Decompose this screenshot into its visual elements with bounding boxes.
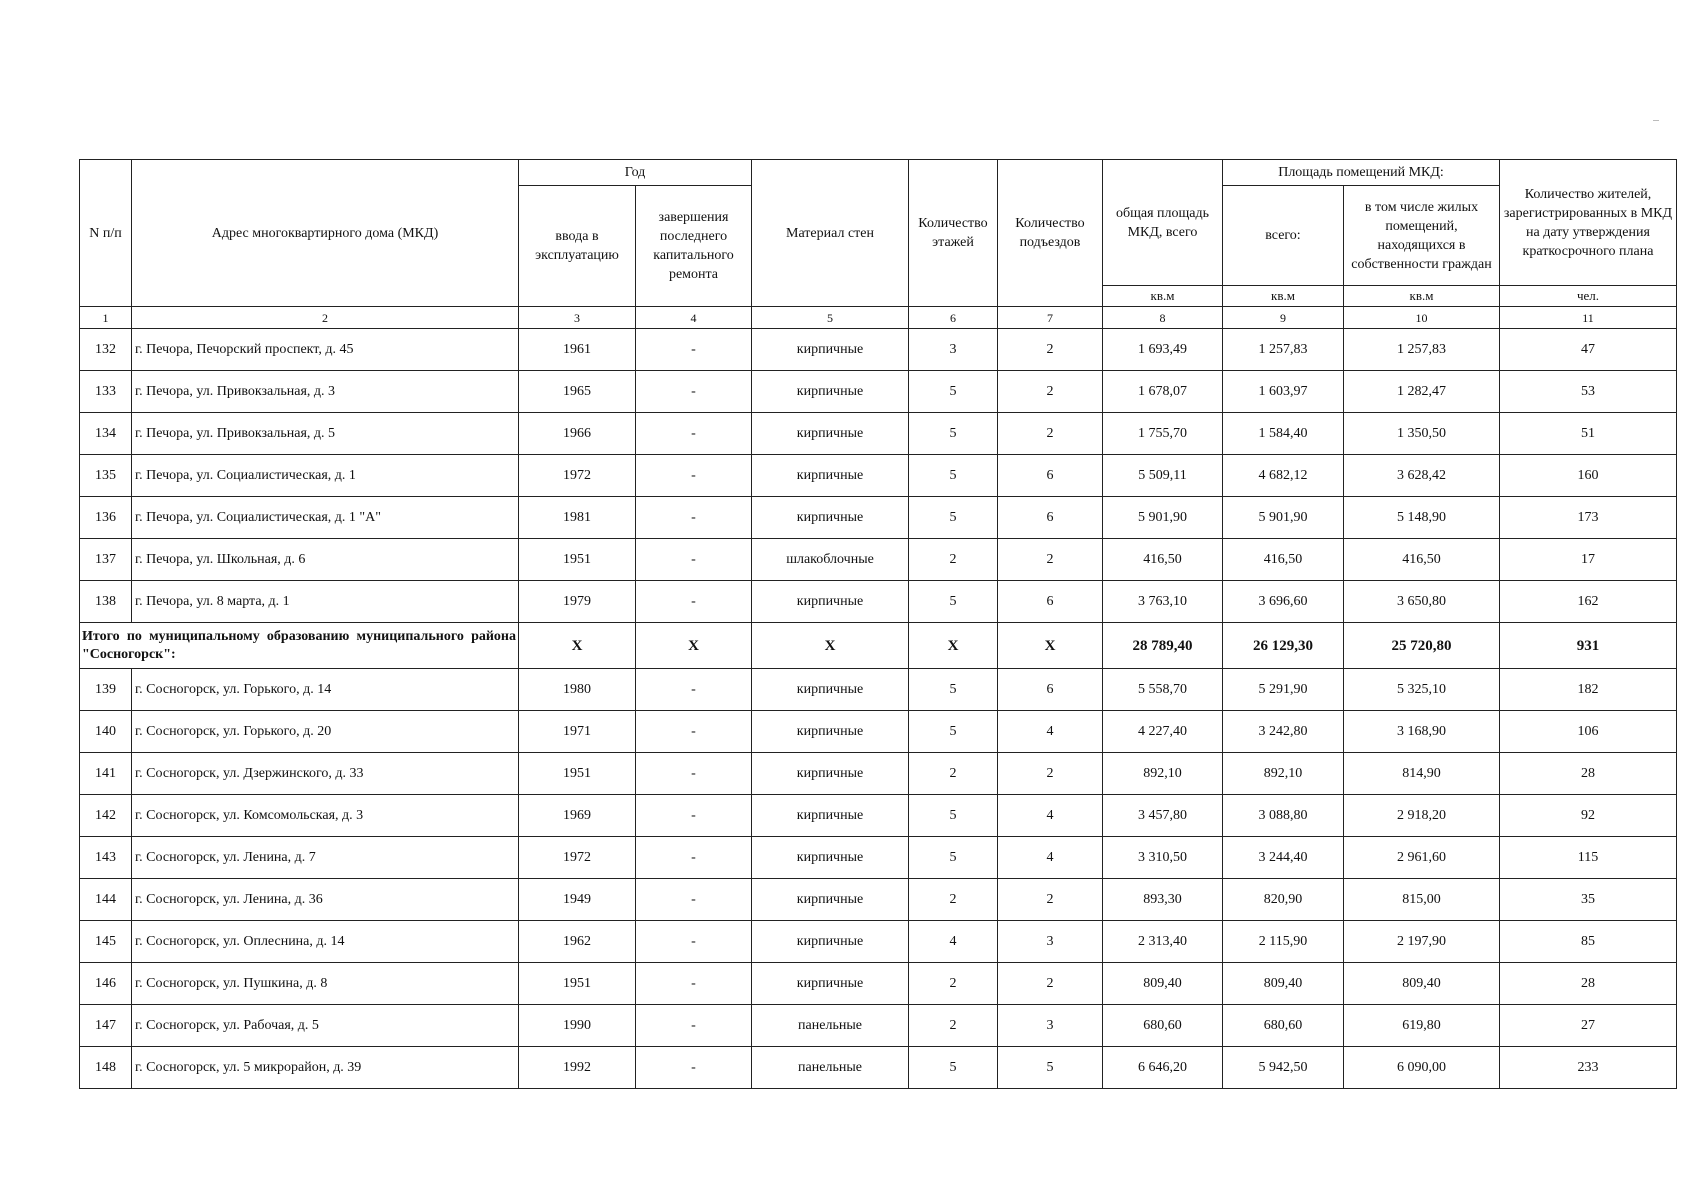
cell-residents: 85 <box>1500 921 1677 963</box>
cell-premises-private: 3 628,42 <box>1344 455 1500 497</box>
cell-address: г. Сосногорск, ул. Горького, д. 20 <box>132 711 519 753</box>
cell-number: 143 <box>80 837 132 879</box>
cell-year: 1966 <box>519 413 636 455</box>
cell-area-total: 6 646,20 <box>1103 1047 1223 1089</box>
cell-residents: 51 <box>1500 413 1677 455</box>
cell-year: 1981 <box>519 497 636 539</box>
cell-year: 1969 <box>519 795 636 837</box>
table-row <box>80 669 1677 711</box>
table-row <box>80 581 1677 623</box>
cell-repair-year: - <box>636 1005 752 1047</box>
cell-wall-material: кирпичные <box>752 795 909 837</box>
cell-floors: 2 <box>909 963 998 1005</box>
table-body-sosnogorsk <box>80 669 1677 1089</box>
cell-year: 1949 <box>519 879 636 921</box>
cell-residents: 115 <box>1500 837 1677 879</box>
cell-number: 137 <box>80 539 132 581</box>
cell-repair-year: - <box>636 879 752 921</box>
cell-floors: 2 <box>909 753 998 795</box>
column-number: 3 <box>519 307 636 329</box>
cell-premises-total: 1 257,83 <box>1223 329 1344 371</box>
cell-repair-year: - <box>636 455 752 497</box>
cell-number: 141 <box>80 753 132 795</box>
cell-repair-year: - <box>636 921 752 963</box>
cell-premises-total: 680,60 <box>1223 1005 1344 1047</box>
table-row <box>80 497 1677 539</box>
cell-wall-material: кирпичные <box>752 711 909 753</box>
cell-floors: 5 <box>909 711 998 753</box>
cell-entrances: 4 <box>998 795 1103 837</box>
cell-floors: 5 <box>909 1047 998 1089</box>
unit-premises-total: кв.м <box>1223 286 1344 307</box>
cell-premises-total: 1 584,40 <box>1223 413 1344 455</box>
cell-address: г. Сосногорск, ул. 5 микрорайон, д. 39 <box>132 1047 519 1089</box>
cell-wall-material: панельные <box>752 1047 909 1089</box>
header-year-group: Год <box>519 160 752 186</box>
cell-repair-year: - <box>636 329 752 371</box>
cell-residents: 233 <box>1500 1047 1677 1089</box>
cell-premises-private: 809,40 <box>1344 963 1500 1005</box>
cell-residents: 182 <box>1500 669 1677 711</box>
cell-repair-year: - <box>636 963 752 1005</box>
cell-residents: 28 <box>1500 963 1677 1005</box>
cell-repair-year: - <box>636 837 752 879</box>
header-premises-private: в том числе жилых помещений, находящихся в собственности граждан <box>1344 186 1500 286</box>
table-row <box>80 921 1677 963</box>
cell-residents: 17 <box>1500 539 1677 581</box>
table-row <box>80 329 1677 371</box>
cell-premises-private: 3 650,80 <box>1344 581 1500 623</box>
cell-address: г. Печора, ул. Привокзальная, д. 3 <box>132 371 519 413</box>
cell-year: 1965 <box>519 371 636 413</box>
table-row <box>80 413 1677 455</box>
cell-premises-total: 809,40 <box>1223 963 1344 1005</box>
cell-premises-private: 1 350,50 <box>1344 413 1500 455</box>
total-area: 28 789,40 <box>1103 623 1223 669</box>
cell-premises-total: 3 244,40 <box>1223 837 1344 879</box>
cell-repair-year: - <box>636 497 752 539</box>
cell-premises-private: 6 090,00 <box>1344 1047 1500 1089</box>
column-number: 10 <box>1344 307 1500 329</box>
unit-residents: чел. <box>1500 286 1677 307</box>
table-row <box>80 753 1677 795</box>
cell-repair-year: - <box>636 711 752 753</box>
total-private: 25 720,80 <box>1344 623 1500 669</box>
cell-address: г. Печора, ул. Социалистическая, д. 1 <box>132 455 519 497</box>
column-number: 5 <box>752 307 909 329</box>
cell-year: 1980 <box>519 669 636 711</box>
cell-entrances: 3 <box>998 921 1103 963</box>
cell-address: г. Печора, Печорский проспект, д. 45 <box>132 329 519 371</box>
header-premises-total: всего: <box>1223 186 1344 286</box>
cell-premises-private: 619,80 <box>1344 1005 1500 1047</box>
cell-entrances: 6 <box>998 455 1103 497</box>
cell-area-total: 1 678,07 <box>1103 371 1223 413</box>
header-residents: Количество жителей, зарегистрированных в МКД на дату утверждения краткосрочного плана <box>1500 160 1677 286</box>
table-row <box>80 455 1677 497</box>
header-floors: Количество этажей <box>909 160 998 307</box>
cell-wall-material: кирпичные <box>752 455 909 497</box>
cell-area-total: 809,40 <box>1103 963 1223 1005</box>
cell-number: 144 <box>80 879 132 921</box>
unit-premises-private: кв.м <box>1344 286 1500 307</box>
cell-address: г. Сосногорск, ул. Ленина, д. 36 <box>132 879 519 921</box>
cell-residents: 35 <box>1500 879 1677 921</box>
cell-floors: 3 <box>909 329 998 371</box>
table-row <box>80 711 1677 753</box>
cell-address: г. Сосногорск, ул. Дзержинского, д. 33 <box>132 753 519 795</box>
cell-floors: 5 <box>909 455 998 497</box>
cell-wall-material: кирпичные <box>752 837 909 879</box>
cell-entrances: 6 <box>998 581 1103 623</box>
cell-number: 145 <box>80 921 132 963</box>
cell-entrances: 6 <box>998 669 1103 711</box>
cell-entrances: 2 <box>998 879 1103 921</box>
cell-number: 132 <box>80 329 132 371</box>
cell-floors: 4 <box>909 921 998 963</box>
table-row <box>80 837 1677 879</box>
cell-area-total: 1 755,70 <box>1103 413 1223 455</box>
cell-floors: 5 <box>909 371 998 413</box>
header-entrances: Количество подъездов <box>998 160 1103 307</box>
cell-area-total: 3 457,80 <box>1103 795 1223 837</box>
cell-floors: 5 <box>909 581 998 623</box>
header-address: Адрес многоквартирного дома (МКД) <box>132 160 519 307</box>
cell-residents: 53 <box>1500 371 1677 413</box>
cell-number: 146 <box>80 963 132 1005</box>
cell-area-total: 3 763,10 <box>1103 581 1223 623</box>
cell-address: г. Печора, ул. 8 марта, д. 1 <box>132 581 519 623</box>
cell-premises-total: 3 242,80 <box>1223 711 1344 753</box>
cell-residents: 106 <box>1500 711 1677 753</box>
table-row <box>80 371 1677 413</box>
cell-year: 1972 <box>519 837 636 879</box>
total-premises: 26 129,30 <box>1223 623 1344 669</box>
cell-premises-private: 5 325,10 <box>1344 669 1500 711</box>
cell-residents: 162 <box>1500 581 1677 623</box>
column-number: 4 <box>636 307 752 329</box>
cell-area-total: 5 901,90 <box>1103 497 1223 539</box>
cell-wall-material: шлакоблочные <box>752 539 909 581</box>
cell-premises-private: 2 961,60 <box>1344 837 1500 879</box>
cell-entrances: 5 <box>998 1047 1103 1089</box>
cell-wall-material: кирпичные <box>752 413 909 455</box>
cell-address: г. Печора, ул. Школьная, д. 6 <box>132 539 519 581</box>
cell-wall-material: кирпичные <box>752 879 909 921</box>
cell-residents: 28 <box>1500 753 1677 795</box>
cell-area-total: 1 693,49 <box>1103 329 1223 371</box>
cell-repair-year: - <box>636 753 752 795</box>
header-premises-group: Площадь помещений МКД: <box>1223 160 1500 186</box>
cell-entrances: 4 <box>998 837 1103 879</box>
column-number: 8 <box>1103 307 1223 329</box>
cell-residents: 27 <box>1500 1005 1677 1047</box>
cell-premises-private: 814,90 <box>1344 753 1500 795</box>
cell-number: 136 <box>80 497 132 539</box>
cell-floors: 2 <box>909 539 998 581</box>
total-entrances: X <box>998 623 1103 669</box>
cell-wall-material: кирпичные <box>752 329 909 371</box>
cell-repair-year: - <box>636 1047 752 1089</box>
table-row <box>80 539 1677 581</box>
cell-number: 147 <box>80 1005 132 1047</box>
cell-floors: 5 <box>909 837 998 879</box>
cell-premises-total: 4 682,12 <box>1223 455 1344 497</box>
cell-floors: 2 <box>909 879 998 921</box>
cell-premises-total: 820,90 <box>1223 879 1344 921</box>
cell-address: г. Сосногорск, ул. Горького, д. 14 <box>132 669 519 711</box>
header-npp: N п/п <box>80 160 132 307</box>
total-residents: 931 <box>1500 623 1677 669</box>
cell-wall-material: кирпичные <box>752 371 909 413</box>
cell-repair-year: - <box>636 539 752 581</box>
cell-year: 1979 <box>519 581 636 623</box>
cell-address: г. Сосногорск, ул. Пушкина, д. 8 <box>132 963 519 1005</box>
cell-area-total: 892,10 <box>1103 753 1223 795</box>
cell-area-total: 4 227,40 <box>1103 711 1223 753</box>
cell-entrances: 2 <box>998 329 1103 371</box>
cell-repair-year: - <box>636 581 752 623</box>
header-year-start: ввода в эксплуатацию <box>519 186 636 307</box>
cell-wall-material: кирпичные <box>752 497 909 539</box>
total-label: Итого по муниципальному образованию муниципального района "Сосногорск": <box>80 623 519 669</box>
cell-premises-total: 892,10 <box>1223 753 1344 795</box>
cell-area-total: 5 509,11 <box>1103 455 1223 497</box>
housing-table <box>79 159 1677 1089</box>
cell-entrances: 3 <box>998 1005 1103 1047</box>
cell-year: 1972 <box>519 455 636 497</box>
column-number-row <box>80 307 1677 329</box>
table-row <box>80 963 1677 1005</box>
cell-number: 140 <box>80 711 132 753</box>
cell-entrances: 2 <box>998 539 1103 581</box>
cell-year: 1971 <box>519 711 636 753</box>
cell-residents: 173 <box>1500 497 1677 539</box>
cell-address: г. Сосногорск, ул. Рабочая, д. 5 <box>132 1005 519 1047</box>
scan-speck <box>1653 120 1659 121</box>
cell-premises-total: 3 088,80 <box>1223 795 1344 837</box>
cell-address: г. Сосногорск, ул. Ленина, д. 7 <box>132 837 519 879</box>
cell-number: 148 <box>80 1047 132 1089</box>
cell-premises-total: 3 696,60 <box>1223 581 1344 623</box>
cell-address: г. Сосногорск, ул. Комсомольская, д. 3 <box>132 795 519 837</box>
cell-floors: 2 <box>909 1005 998 1047</box>
cell-residents: 160 <box>1500 455 1677 497</box>
cell-entrances: 2 <box>998 753 1103 795</box>
housing-table-page <box>79 159 1676 1089</box>
cell-number: 142 <box>80 795 132 837</box>
cell-premises-total: 416,50 <box>1223 539 1344 581</box>
cell-year: 1992 <box>519 1047 636 1089</box>
cell-floors: 5 <box>909 795 998 837</box>
cell-number: 133 <box>80 371 132 413</box>
cell-area-total: 893,30 <box>1103 879 1223 921</box>
cell-premises-private: 2 197,90 <box>1344 921 1500 963</box>
cell-year: 1961 <box>519 329 636 371</box>
total-repair: X <box>636 623 752 669</box>
unit-area-total: кв.м <box>1103 286 1223 307</box>
cell-wall-material: кирпичные <box>752 753 909 795</box>
cell-address: г. Печора, ул. Социалистическая, д. 1 "А" <box>132 497 519 539</box>
cell-entrances: 2 <box>998 371 1103 413</box>
cell-wall-material: панельные <box>752 1005 909 1047</box>
cell-residents: 92 <box>1500 795 1677 837</box>
cell-floors: 5 <box>909 413 998 455</box>
table-row <box>80 1005 1677 1047</box>
cell-year: 1951 <box>519 963 636 1005</box>
cell-year: 1951 <box>519 753 636 795</box>
column-number: 2 <box>132 307 519 329</box>
cell-premises-total: 5 901,90 <box>1223 497 1344 539</box>
total-floors: X <box>909 623 998 669</box>
cell-premises-private: 815,00 <box>1344 879 1500 921</box>
cell-year: 1990 <box>519 1005 636 1047</box>
column-number: 7 <box>998 307 1103 329</box>
cell-repair-year: - <box>636 669 752 711</box>
cell-wall-material: кирпичные <box>752 921 909 963</box>
cell-year: 1962 <box>519 921 636 963</box>
cell-premises-private: 1 257,83 <box>1344 329 1500 371</box>
cell-premises-private: 3 168,90 <box>1344 711 1500 753</box>
cell-year: 1951 <box>519 539 636 581</box>
cell-residents: 47 <box>1500 329 1677 371</box>
table-body-pechora <box>80 329 1677 623</box>
table-row <box>80 879 1677 921</box>
cell-repair-year: - <box>636 413 752 455</box>
header-material: Материал стен <box>752 160 909 307</box>
cell-number: 139 <box>80 669 132 711</box>
cell-wall-material: кирпичные <box>752 669 909 711</box>
total-material: X <box>752 623 909 669</box>
cell-floors: 5 <box>909 497 998 539</box>
column-number: 9 <box>1223 307 1344 329</box>
cell-area-total: 416,50 <box>1103 539 1223 581</box>
column-number: 6 <box>909 307 998 329</box>
cell-number: 135 <box>80 455 132 497</box>
header-year-repair: завершения последнего капитального ремонта <box>636 186 752 307</box>
cell-wall-material: кирпичные <box>752 963 909 1005</box>
cell-premises-private: 416,50 <box>1344 539 1500 581</box>
table-row <box>80 1047 1677 1089</box>
total-row <box>80 623 1677 669</box>
cell-entrances: 2 <box>998 963 1103 1005</box>
cell-area-total: 2 313,40 <box>1103 921 1223 963</box>
cell-floors: 5 <box>909 669 998 711</box>
cell-premises-private: 1 282,47 <box>1344 371 1500 413</box>
cell-premises-private: 2 918,20 <box>1344 795 1500 837</box>
cell-premises-total: 5 291,90 <box>1223 669 1344 711</box>
cell-area-total: 680,60 <box>1103 1005 1223 1047</box>
cell-repair-year: - <box>636 795 752 837</box>
cell-number: 134 <box>80 413 132 455</box>
cell-area-total: 3 310,50 <box>1103 837 1223 879</box>
cell-premises-total: 2 115,90 <box>1223 921 1344 963</box>
cell-repair-year: - <box>636 371 752 413</box>
total-section <box>80 623 1677 669</box>
cell-premises-private: 5 148,90 <box>1344 497 1500 539</box>
column-number: 1 <box>80 307 132 329</box>
cell-number: 138 <box>80 581 132 623</box>
cell-wall-material: кирпичные <box>752 581 909 623</box>
cell-premises-total: 1 603,97 <box>1223 371 1344 413</box>
cell-address: г. Сосногорск, ул. Оплеснина, д. 14 <box>132 921 519 963</box>
column-number: 11 <box>1500 307 1677 329</box>
cell-area-total: 5 558,70 <box>1103 669 1223 711</box>
cell-entrances: 6 <box>998 497 1103 539</box>
cell-entrances: 4 <box>998 711 1103 753</box>
table-header <box>80 160 1677 329</box>
cell-address: г. Печора, ул. Привокзальная, д. 5 <box>132 413 519 455</box>
cell-premises-total: 5 942,50 <box>1223 1047 1344 1089</box>
cell-entrances: 2 <box>998 413 1103 455</box>
total-year: X <box>519 623 636 669</box>
table-row <box>80 795 1677 837</box>
header-area-total: общая площадь МКД, всего <box>1103 160 1223 286</box>
